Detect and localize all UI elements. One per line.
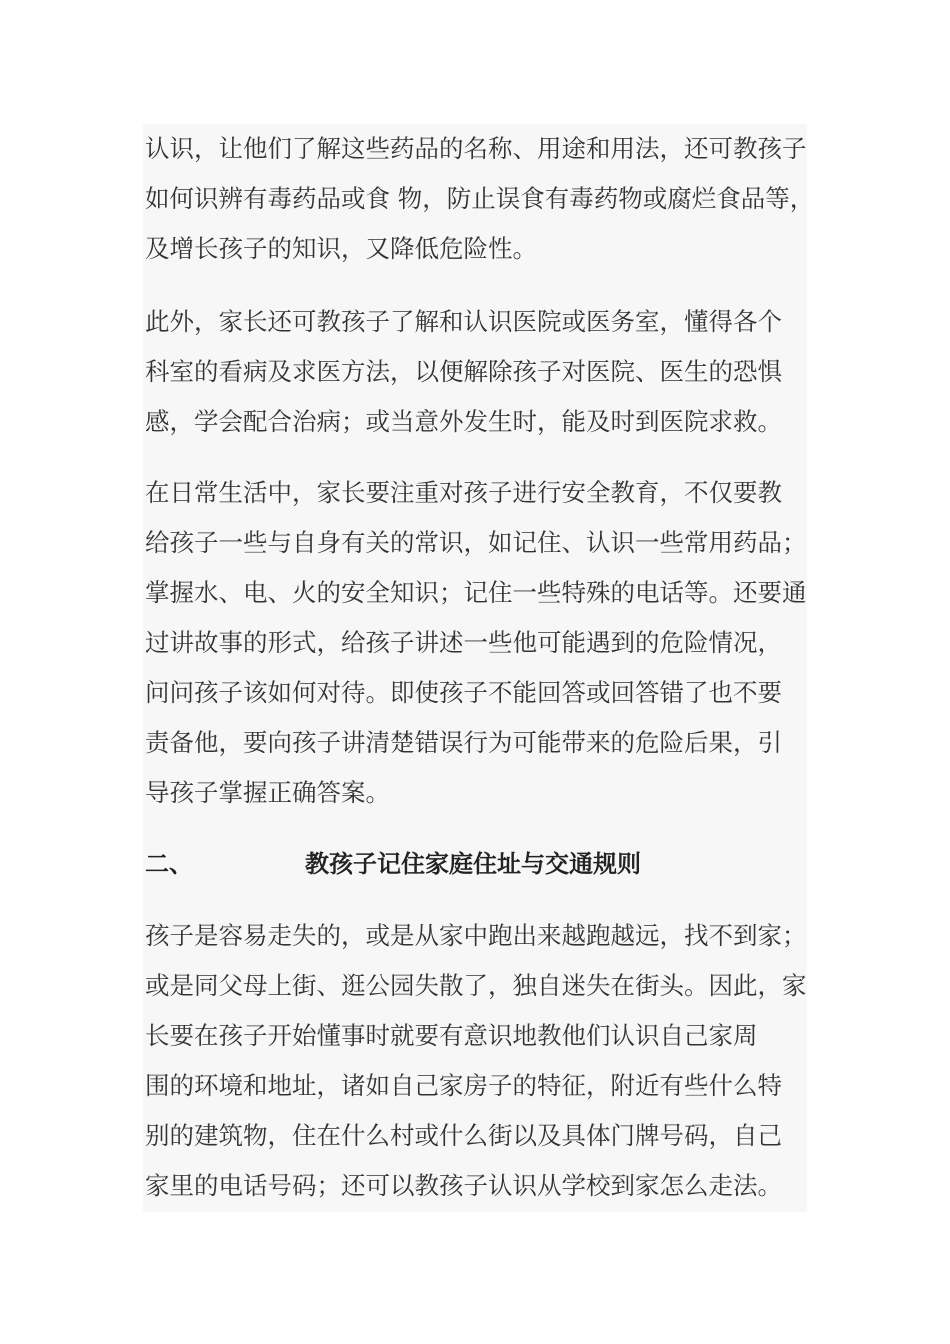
section-heading-title: 教孩子记住家庭住址与交通规则 — [305, 849, 641, 878]
paragraph-3-line-6: 责备他，要向孩子讲清楚错误行为可能带来的危险后果，引 — [145, 728, 782, 757]
paragraph-1-line-2: 如何识辨有毒药品或食 物，防止误食有毒药物或腐烂食品等， — [145, 184, 815, 213]
paragraph-3-line-4: 过讲故事的形式，给孩子讲述一些他可能遇到的危险情况， — [145, 628, 782, 657]
paragraph-4-line-2: 或是同父母上街、逛公园失散了，独自迷失在街头。因此，家 — [145, 971, 807, 1000]
paragraph-4-line-6: 家里的电话号码；还可以教孩子认识从学校到家怎么走法。 — [145, 1171, 782, 1200]
document-content — [143, 124, 815, 1212]
paragraph-4-line-4: 围的环境和地址，诸如自己家房子的特征，附近有些什么特 — [145, 1071, 782, 1100]
paragraph-3-line-5: 问问孩子该如何对待。即使孩子不能回答或回答错了也不要 — [145, 678, 782, 707]
paragraph-4-line-5: 别的建筑物，住在什么村或什么街以及具体门牌号码，自己 — [145, 1121, 782, 1150]
paragraph-4-line-3: 长要在孩子开始懂事时就要有意识地教他们认识自己家周 — [145, 1021, 758, 1050]
paragraph-1-line-1: 认识，让他们了解这些药品的名称、用途和用法，还可教孩子 — [145, 134, 807, 163]
section-heading-number: 二、 — [145, 849, 193, 878]
paragraph-3-line-1: 在日常生活中，家长要注重对孩子进行安全教育，不仅要教 — [145, 478, 782, 507]
paragraph-1-line-3: 及增长孩子的知识，又降低危险性。 — [145, 234, 537, 263]
paragraph-4-line-1: 孩子是容易走失的，或是从家中跑出来越跑越远，找不到家； — [145, 921, 807, 950]
paragraph-3-line-2: 给孩子一些与自身有关的常识，如记住、认识一些常用药品； — [145, 528, 807, 557]
paragraph-2-line-3: 感，学会配合治病；或当意外发生时，能及时到医院求救。 — [145, 407, 782, 436]
paragraph-2-line-2: 科室的看病及求医方法，以便解除孩子对医院、医生的恐惧 — [145, 357, 782, 386]
paragraph-2-line-1: 此外，家长还可教孩子了解和认识医院或医务室，懂得各个 — [145, 307, 782, 336]
paragraph-3-line-3: 掌握水、电、火的安全知识；记住一些特殊的电话等。还要通 — [145, 578, 807, 607]
paragraph-3-line-7: 导孩子掌握正确答案。 — [145, 778, 390, 807]
